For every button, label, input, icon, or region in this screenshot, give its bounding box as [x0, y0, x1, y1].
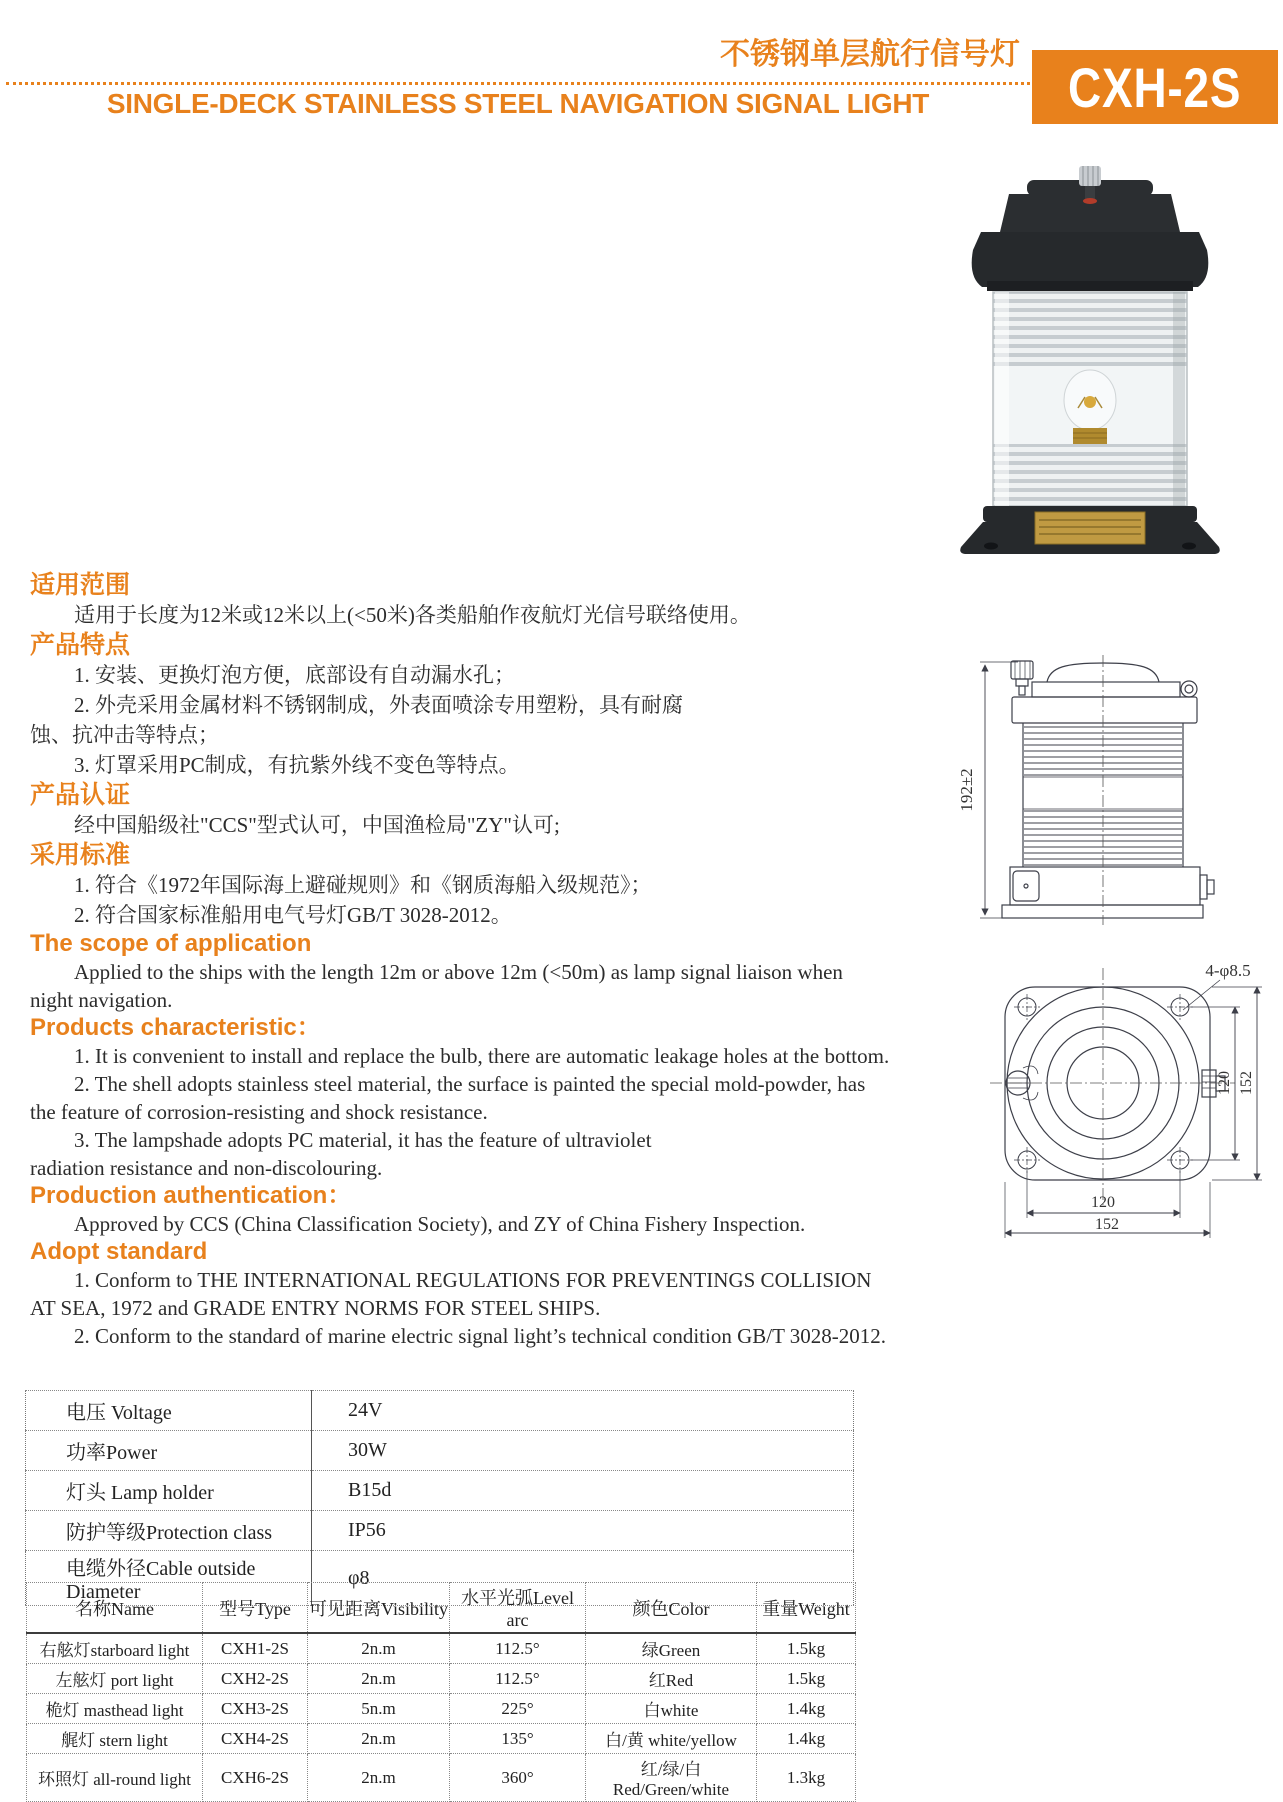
- column-header: 水平光弧Level arc: [450, 1583, 586, 1634]
- lamp-bulb-filament: [1084, 396, 1096, 408]
- cell-color: 绿Green: [586, 1633, 757, 1664]
- page-title-english: SINGLE-DECK STAINLESS STEEL NAVIGATION SIGNAL LIGHT: [106, 88, 930, 119]
- bolt-pitch-dim-right: 120: [1216, 1071, 1233, 1095]
- body-line: 2. 符合国家标准船用电气号灯GB/T 3028-2012。: [74, 903, 512, 927]
- body-line: 蚀、抗冲击等特点；: [30, 723, 219, 747]
- product-photo: [935, 150, 1245, 555]
- column-header: 可见距离Visibility: [308, 1583, 450, 1634]
- cell-visibility: 2n.m: [308, 1724, 450, 1754]
- body-line: 2. The shell adopts stainless steel material, the surface is painted the special mold-powder, has: [74, 1072, 866, 1096]
- column-header: 颜色Color: [586, 1583, 757, 1634]
- body-line: 2. 外壳采用金属材料不锈钢制成，外表面喷涂专用塑粉，具有耐腐: [74, 693, 683, 717]
- body-line: radiation resistance and non-discolouring.: [30, 1156, 383, 1180]
- section-heading: Production authentication：: [30, 1182, 352, 1209]
- cell-weight: 1.4kg: [757, 1724, 856, 1754]
- cell-weight: 1.3kg: [757, 1754, 856, 1802]
- cell-weight: 1.5kg: [757, 1664, 856, 1694]
- cell-type: CXH4-2S: [203, 1724, 308, 1754]
- cell-type: CXH3-2S: [203, 1694, 308, 1724]
- spec-label: 功率Power: [26, 1431, 312, 1471]
- body-line: 1. It is convenient to install and replace the bulb, there are automatic leakage holes at the bottom.: [74, 1044, 890, 1068]
- spec-label: 电缆外径Cable outside Diameter: [26, 1551, 312, 1606]
- spec-table: [25, 1390, 854, 1606]
- cell-visibility: 2n.m: [308, 1633, 450, 1664]
- body-line: 3. The lampshade adopts PC material, it has the feature of ultraviolet: [74, 1128, 652, 1152]
- cell-visibility: 2n.m: [308, 1754, 450, 1802]
- page-title-chinese: 不锈钢单层航行信号灯: [720, 38, 1020, 71]
- section-heading: 采用标准: [30, 841, 131, 869]
- model-badge-label: CXH-2S: [1068, 55, 1242, 119]
- base-size-dim-bottom: 152: [1095, 1216, 1119, 1233]
- spec-label: 防护等级Protection class: [26, 1511, 312, 1551]
- cell-arc: 225°: [450, 1694, 586, 1724]
- cell-arc: 112.5°: [450, 1633, 586, 1664]
- spec-value: φ8: [312, 1551, 854, 1606]
- model-badge: [1032, 50, 1278, 124]
- header-dotted-rule: [6, 82, 1030, 85]
- body-line: 1. 符合《1972年国际海上避碰规则》和《钢质海船入级规范》；: [74, 873, 652, 897]
- table-row: [27, 1724, 856, 1754]
- bolt-holes-label: 4-φ8.5: [1205, 961, 1251, 980]
- body-line: AT SEA, 1972 and GRADE ENTRY NORMS FOR STEEL SHIPS.: [30, 1296, 601, 1320]
- cell-name: 艉灯 stern light: [27, 1724, 203, 1754]
- column-header: 型号Type: [203, 1583, 308, 1634]
- cell-name: 环照灯 all-round light: [27, 1754, 203, 1802]
- section-heading: 适用范围: [30, 571, 131, 599]
- body-line: night navigation.: [30, 988, 173, 1012]
- cell-arc: 112.5°: [450, 1664, 586, 1694]
- lamp-lens: [993, 292, 1187, 506]
- section-heading: Adopt standard: [30, 1238, 208, 1265]
- cell-visibility: 5n.m: [308, 1694, 450, 1724]
- body-line: 1. Conform to THE INTERNATIONAL REGULATIONS FOR PREVENTINGS COLLISION: [74, 1268, 872, 1292]
- table-row: [26, 1391, 854, 1431]
- spec-label: 灯头 Lamp holder: [26, 1471, 312, 1511]
- cell-name: 桅灯 masthead light: [27, 1694, 203, 1724]
- lamp-nameplate: [1035, 512, 1145, 544]
- section-heading: 产品认证: [30, 781, 131, 809]
- cell-color: 红/绿/白 Red/Green/white: [586, 1754, 757, 1802]
- table-header-row: [27, 1583, 856, 1634]
- bolt-pitch-dim-bottom: 120: [1091, 1194, 1115, 1211]
- models-table: [26, 1582, 856, 1802]
- spec-value: 30W: [312, 1431, 854, 1471]
- spec-label: 电压 Voltage: [26, 1391, 312, 1431]
- section-heading: The scope of application: [30, 930, 312, 957]
- lamp-flange: [972, 232, 1209, 287]
- table-row: [26, 1431, 854, 1471]
- cell-weight: 1.5kg: [757, 1633, 856, 1664]
- spec-value: 24V: [312, 1391, 854, 1431]
- table-row: [26, 1471, 854, 1511]
- content-text: [30, 570, 1050, 1350]
- body-line: 适用于长度为12米或12米以上(<50米)各类船舶作夜航灯光信号联络使用。: [74, 603, 751, 627]
- table-row: [26, 1511, 854, 1551]
- side-height-dimension: 192±2: [957, 768, 976, 812]
- cell-visibility: 2n.m: [308, 1664, 450, 1694]
- cell-color: 白/黄 white/yellow: [586, 1724, 757, 1754]
- body-line: 1. 安装、更换灯泡方便，底部设有自动漏水孔；: [74, 663, 515, 687]
- cell-arc: 360°: [450, 1754, 586, 1802]
- column-header: 重量Weight: [757, 1583, 856, 1634]
- body-line: 3. 灯罩采用PC制成，有抗紫外线不变色等特点。: [74, 753, 520, 777]
- body-line: Applied to the ships with the length 12m or above 12m (<50m) as lamp signal liaison when: [74, 960, 843, 984]
- cell-type: CXH2-2S: [203, 1664, 308, 1694]
- table-row: [27, 1633, 856, 1664]
- column-header: 名称Name: [27, 1583, 203, 1634]
- table-row: [27, 1664, 856, 1694]
- section-heading: Products characteristic：: [30, 1014, 321, 1041]
- table-row: [27, 1694, 856, 1724]
- body-line: Approved by CCS (China Classification Society), and ZY of China Fishery Inspection.: [74, 1212, 806, 1236]
- cell-type: CXH6-2S: [203, 1754, 308, 1802]
- table-row: [27, 1754, 856, 1802]
- cell-color: 红Red: [586, 1664, 757, 1694]
- body-line: the feature of corrosion-resisting and shock resistance.: [30, 1100, 488, 1124]
- base-size-dim-right: 152: [1238, 1071, 1255, 1095]
- cell-arc: 135°: [450, 1724, 586, 1754]
- body-line: 2. Conform to the standard of marine electric signal light’s technical condition GB/T 3028-2012.: [74, 1324, 887, 1348]
- spec-value: IP56: [312, 1511, 854, 1551]
- cell-weight: 1.4kg: [757, 1694, 856, 1724]
- section-heading: 产品特点: [30, 631, 131, 659]
- cell-type: CXH1-2S: [203, 1633, 308, 1664]
- spec-value: B15d: [312, 1471, 854, 1511]
- body-line: 经中国船级社"CCS"型式认可，中国渔检局"ZY"认可;: [74, 813, 560, 837]
- cell-color: 白white: [586, 1694, 757, 1724]
- cell-name: 右舷灯starboard light: [27, 1633, 203, 1664]
- cell-name: 左舷灯 port light: [27, 1664, 203, 1694]
